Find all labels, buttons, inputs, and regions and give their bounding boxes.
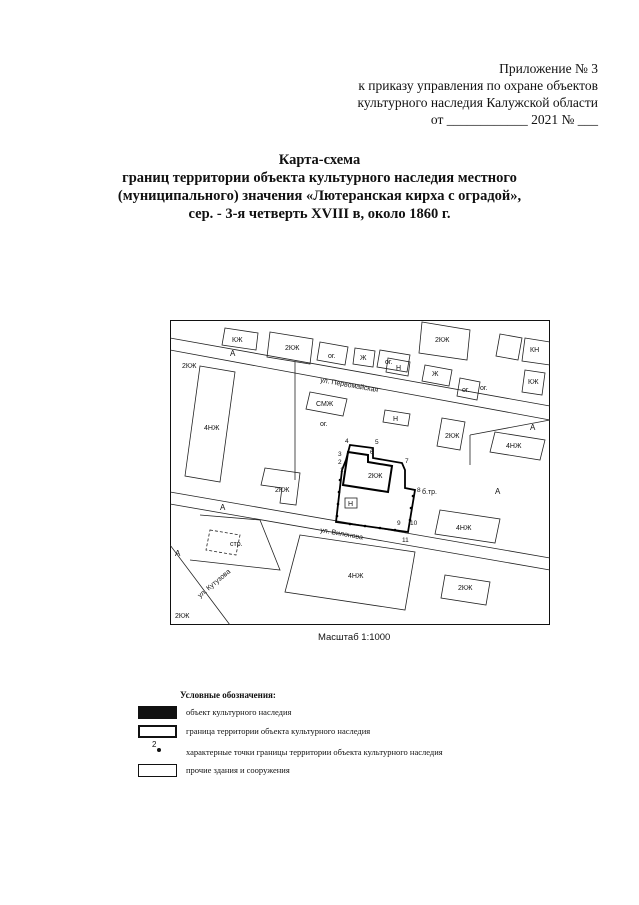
boundary-point-label: 4 [345,438,349,445]
title-line-4: сер. - 3-я четверть XVIII в, около 1860 г. [188,206,451,222]
building-label: КН [530,347,540,354]
heritage-object-swatch [138,706,177,719]
building-label: 4НЖ [506,443,522,450]
title-line-3: (муниципального) значения «Лютеранская кирха с оградой», [117,188,522,204]
building-label: 2КЖ [458,585,473,592]
other-buildings-swatch [138,764,177,777]
building-label: Н [348,501,354,508]
document-title [0,151,639,223]
building-label: 4НЖ [204,425,220,432]
boundary-point-label: 8 [417,487,421,494]
building-label: ог. [385,359,393,366]
appendix-header [357,60,598,128]
building-label: Ж [432,371,439,378]
building-label: Н [396,365,402,372]
area-label: А [495,487,501,496]
territory-boundary-swatch [138,725,177,738]
boundary-point-label: 11 [402,537,409,544]
building-label: 2КЖ [368,473,383,480]
building-label: 2КЖ [435,337,450,344]
title-line-1: Карта-схема [278,152,361,168]
building-label: 2КЖ [285,345,300,352]
boundary-point-label: 10 [410,520,418,527]
building-label: 2КЖ [175,613,190,620]
street-label-kutuzova: ул. Кутузова [196,568,233,600]
building-label: 2КЖ [445,433,460,440]
area-label: А [230,349,236,358]
boundary-point-label: 7 [405,458,409,465]
boundary-point-label: 3 [338,451,342,458]
building-label: ог. [480,385,488,392]
legend-label: характерные точки границы территории объекта культурного наследия [186,747,443,757]
building-label: б.тр. [422,489,437,496]
site-map [170,320,550,625]
boundary-point-label: 9 [397,520,401,527]
building-label: 2КЖ [275,487,290,494]
street-label-vilonova: ул. Вилонова [319,527,364,542]
legend-title: Условные обозначения: [180,690,276,700]
boundary-point-label: 1 [340,467,344,474]
street-label-pervomaiskaya: ул. Первомайская [319,377,379,395]
area-label: А [220,503,226,512]
building-label: 2КЖ [182,363,197,370]
building-label: 4НЖ [456,525,472,532]
appendix-authority-line: культурного наследия Калужской области [357,95,598,110]
building-label: КЖ [232,337,243,344]
legend-label: граница территории объекта культурного наследия [186,726,371,736]
building-label: ог. [320,421,328,428]
boundary-point-sample-number: 2 [152,740,157,749]
boundary-point-sample [152,740,166,754]
appendix-number: Приложение № 3 [499,61,598,76]
title-line-2: границ территории объекта культурного наследия местного [122,170,517,186]
legend-label: объект культурного наследия [186,707,292,717]
boundary-point-dot [157,748,161,752]
boundary-point-label: 5 [375,439,379,446]
boundary-point-label: 6 [370,449,374,456]
building-label: 4НЖ [348,573,364,580]
appendix-order-line: к приказу управления по охране объектов [358,78,598,93]
building-label: ог. [328,353,336,360]
legend-label: прочие здания и сооружения [186,765,290,775]
boundary-point-label: 2 [338,459,342,466]
building-label: Ж [360,355,367,362]
building-label: КЖ [528,379,539,386]
building-label: ог. [462,387,470,394]
area-label: А [530,423,536,432]
building-label: стр. [230,541,243,548]
area-label: А [175,549,181,558]
map-scale: Масштаб 1:1000 [318,632,391,643]
building-label: СМЖ [316,401,334,408]
building-label: Н [393,416,399,423]
appendix-date-line: от ____________ 2021 № ___ [430,112,598,127]
